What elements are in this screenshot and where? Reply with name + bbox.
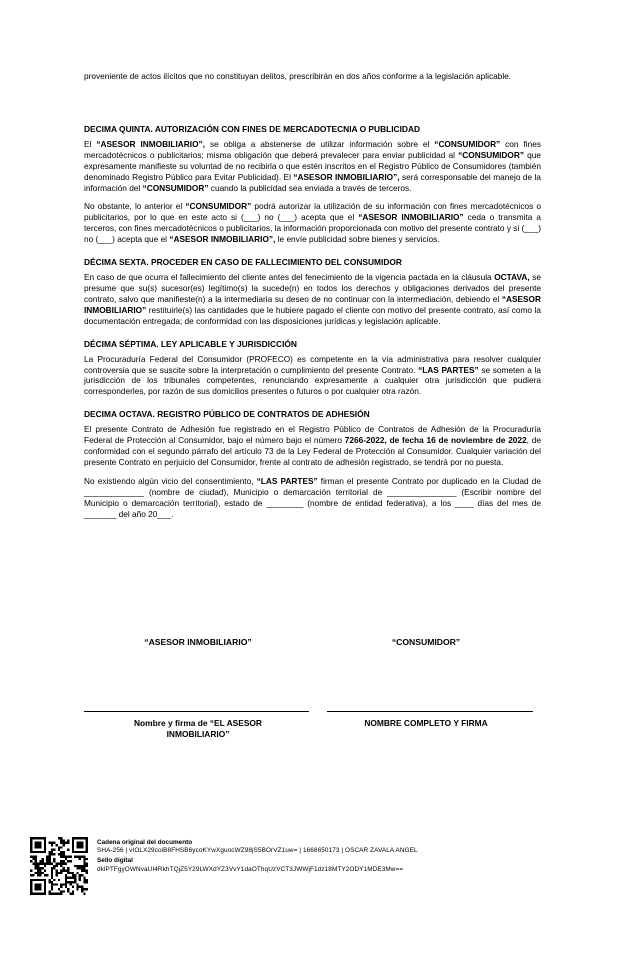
digital-seal-block [97,839,587,874]
contract-paragraph: No obstante, lo anterior el “CONSUMIDOR” podrá autorizar la utilización de su información con fines mercadotécnicos o publicitarios, por lo que en este acto si (___) no (___) acepta que el “ASESOR INMOBILIARIO” ceda o transmita a terceros, con fines mercadotécnicos o publicitarios, la información proporcionada con motivo del presente contrato y si (___) no (___) acepta que el “ASESOR INMOBILIARIO”, le envíe publicidad sobre bienes y servicios. [84,201,541,245]
clause-heading: DECIMA QUINTA. AUTORIZACIÓN CON FINES DE MERCADOTECNIA O PUBLICIDAD [84,123,421,134]
asesor-signature-title: “ASESOR INMOBILIARIO” [144,637,252,647]
signature-section [84,637,541,739]
asesor-signature-label: Nombre y firma de “EL ASESOR INMOBILIARIO” [134,718,262,739]
signature-labels-row [84,718,541,739]
contract-paragraph: En caso de que ocurra el fallecimiento del cliente antes del fenecimiento de la vigencia pactada en la cláusula OCTAVA, se presume que su(s) sucesor(es) legítimo(s) la sucede(n) en todos los derechos y obligaciones derivados del presente contrato, salvo que manifieste(n) a la intermediaria su deseo de no continuar con la intermediación, debiendo el “ASESOR INMOBILIARIO” restituirle(s) las cantidades que le hubiere pagado el cliente con motivo del presente contrato, así como la documentación entregada; de conformidad con las disposiciones jurídicas y legislación aplicable. [84,272,541,326]
clause-heading: DÉCIMA SÉPTIMA. LEY APLICABLE Y JURISDICCIÓN [84,338,297,349]
clause-heading: DECIMA OCTAVA. REGISTRO PÚBLICO DE CONTRATOS DE ADHESIÓN [84,409,370,420]
contract-paragraph: La Procuraduría Federal del Consumidor (PROFECO) es competente en la vía administrativa para resolver cualquier controversia que se suscite sobre la interpretación o cumplimiento del presente Contrato. “LAS PARTES” se someten a la jurisdicción de los tribunales competentes, renunciando expresamente a cualquier otra jurisdicción que pudiera corresponderles, por razón de sus domicilios presentes o futuros o por cualquier otra razón. [84,353,541,397]
contract-paragraph: No existiendo algún vicio del consentimiento, “LAS PARTES” firman el presente Contrato por duplicado en la Ciudad de _____________ (nombre de ciudad), Municipio o demarcación territorial de _______________ (Escribir nombre del Municipio o demarcación territorial), estado de ________ (nombre de entidad federativa), a los ____ días del mes de _______ del año 20___. [84,475,541,519]
contract-paragraph: El “ASESOR INMOBILIARIO”, se obliga a abstenerse de utilizar información sobre el “CONSUMIDOR” con fines mercadotécnicos o publicitarios; misma obligación que deberá prevalecer para enviar publicidad al “CONSUMIDOR” que expresamente manifieste su voluntad de no recibirla o que estén inscritos en el Registro Público de Consumidores (también denominado Registro Público para Evitar Publicidad). El “ASESOR INMOBILIARIO”, será corresponsable del manejo de la información del “CONSUMIDOR” cuando la publicidad sea enviada a través de terceros. [84,138,542,193]
consumidor-signature-title: “CONSUMIDOR” [391,637,461,647]
contract-paragraph: El presente Contrato de Adhesión fue registrado en el Registro Público de Contratos de Adhesión de la Procuraduría Federal de Protección al Consumidor, bajo el número bajo el número 7266-2022, de fecha 16 de noviembre de 2022, de conformidad con el segundo párrafo del artículo 73 de la Ley Federal de Protección al Consumidor. Cualquier variación del presente Contrato en perjuicio del Consumidor, frente al contrato de adhesión registrado, se tendrá por no puesta. [84,424,541,467]
sello-digital-value: dklPTFgyOWNvaUI4RkhTQjZ5Y29LWXdYZ3VvY1daOThqUzVCT3JWWjF1dz18MTY2ODY1MDE3Mw== [97,865,404,873]
signature-lines-row [84,711,541,712]
contract-paragraph: proveniente de actos ilícitos que no constituyan delitos, prescribirán en dos años conforme a la legislación aplicable. [84,71,512,81]
signature-titles-row [84,637,541,647]
sello-digital-label: Sello digital [97,857,133,865]
asesor-signature-line [84,711,309,712]
consumidor-signature-label: NOMBRE COMPLETO Y FIRMA [364,718,488,728]
clause-heading: DÉCIMA SEXTA. PROCEDER EN CASO DE FALLECIMIENTO DEL CONSUMIDOR [84,257,402,268]
cadena-original-value: SHA-256 | vIOLX29coiB8FHSB6ycoKYwXguocWZ98jS5BOrVZ1uw= | 1668650173 | OSCAR ZAVALA ANGEL [97,847,418,855]
signature-line-spacer [309,711,323,712]
cadena-original-label: Cadena original del documento [97,839,193,846]
document-body [84,71,541,527]
consumidor-signature-line [327,711,533,712]
qr-code-icon [30,837,88,895]
